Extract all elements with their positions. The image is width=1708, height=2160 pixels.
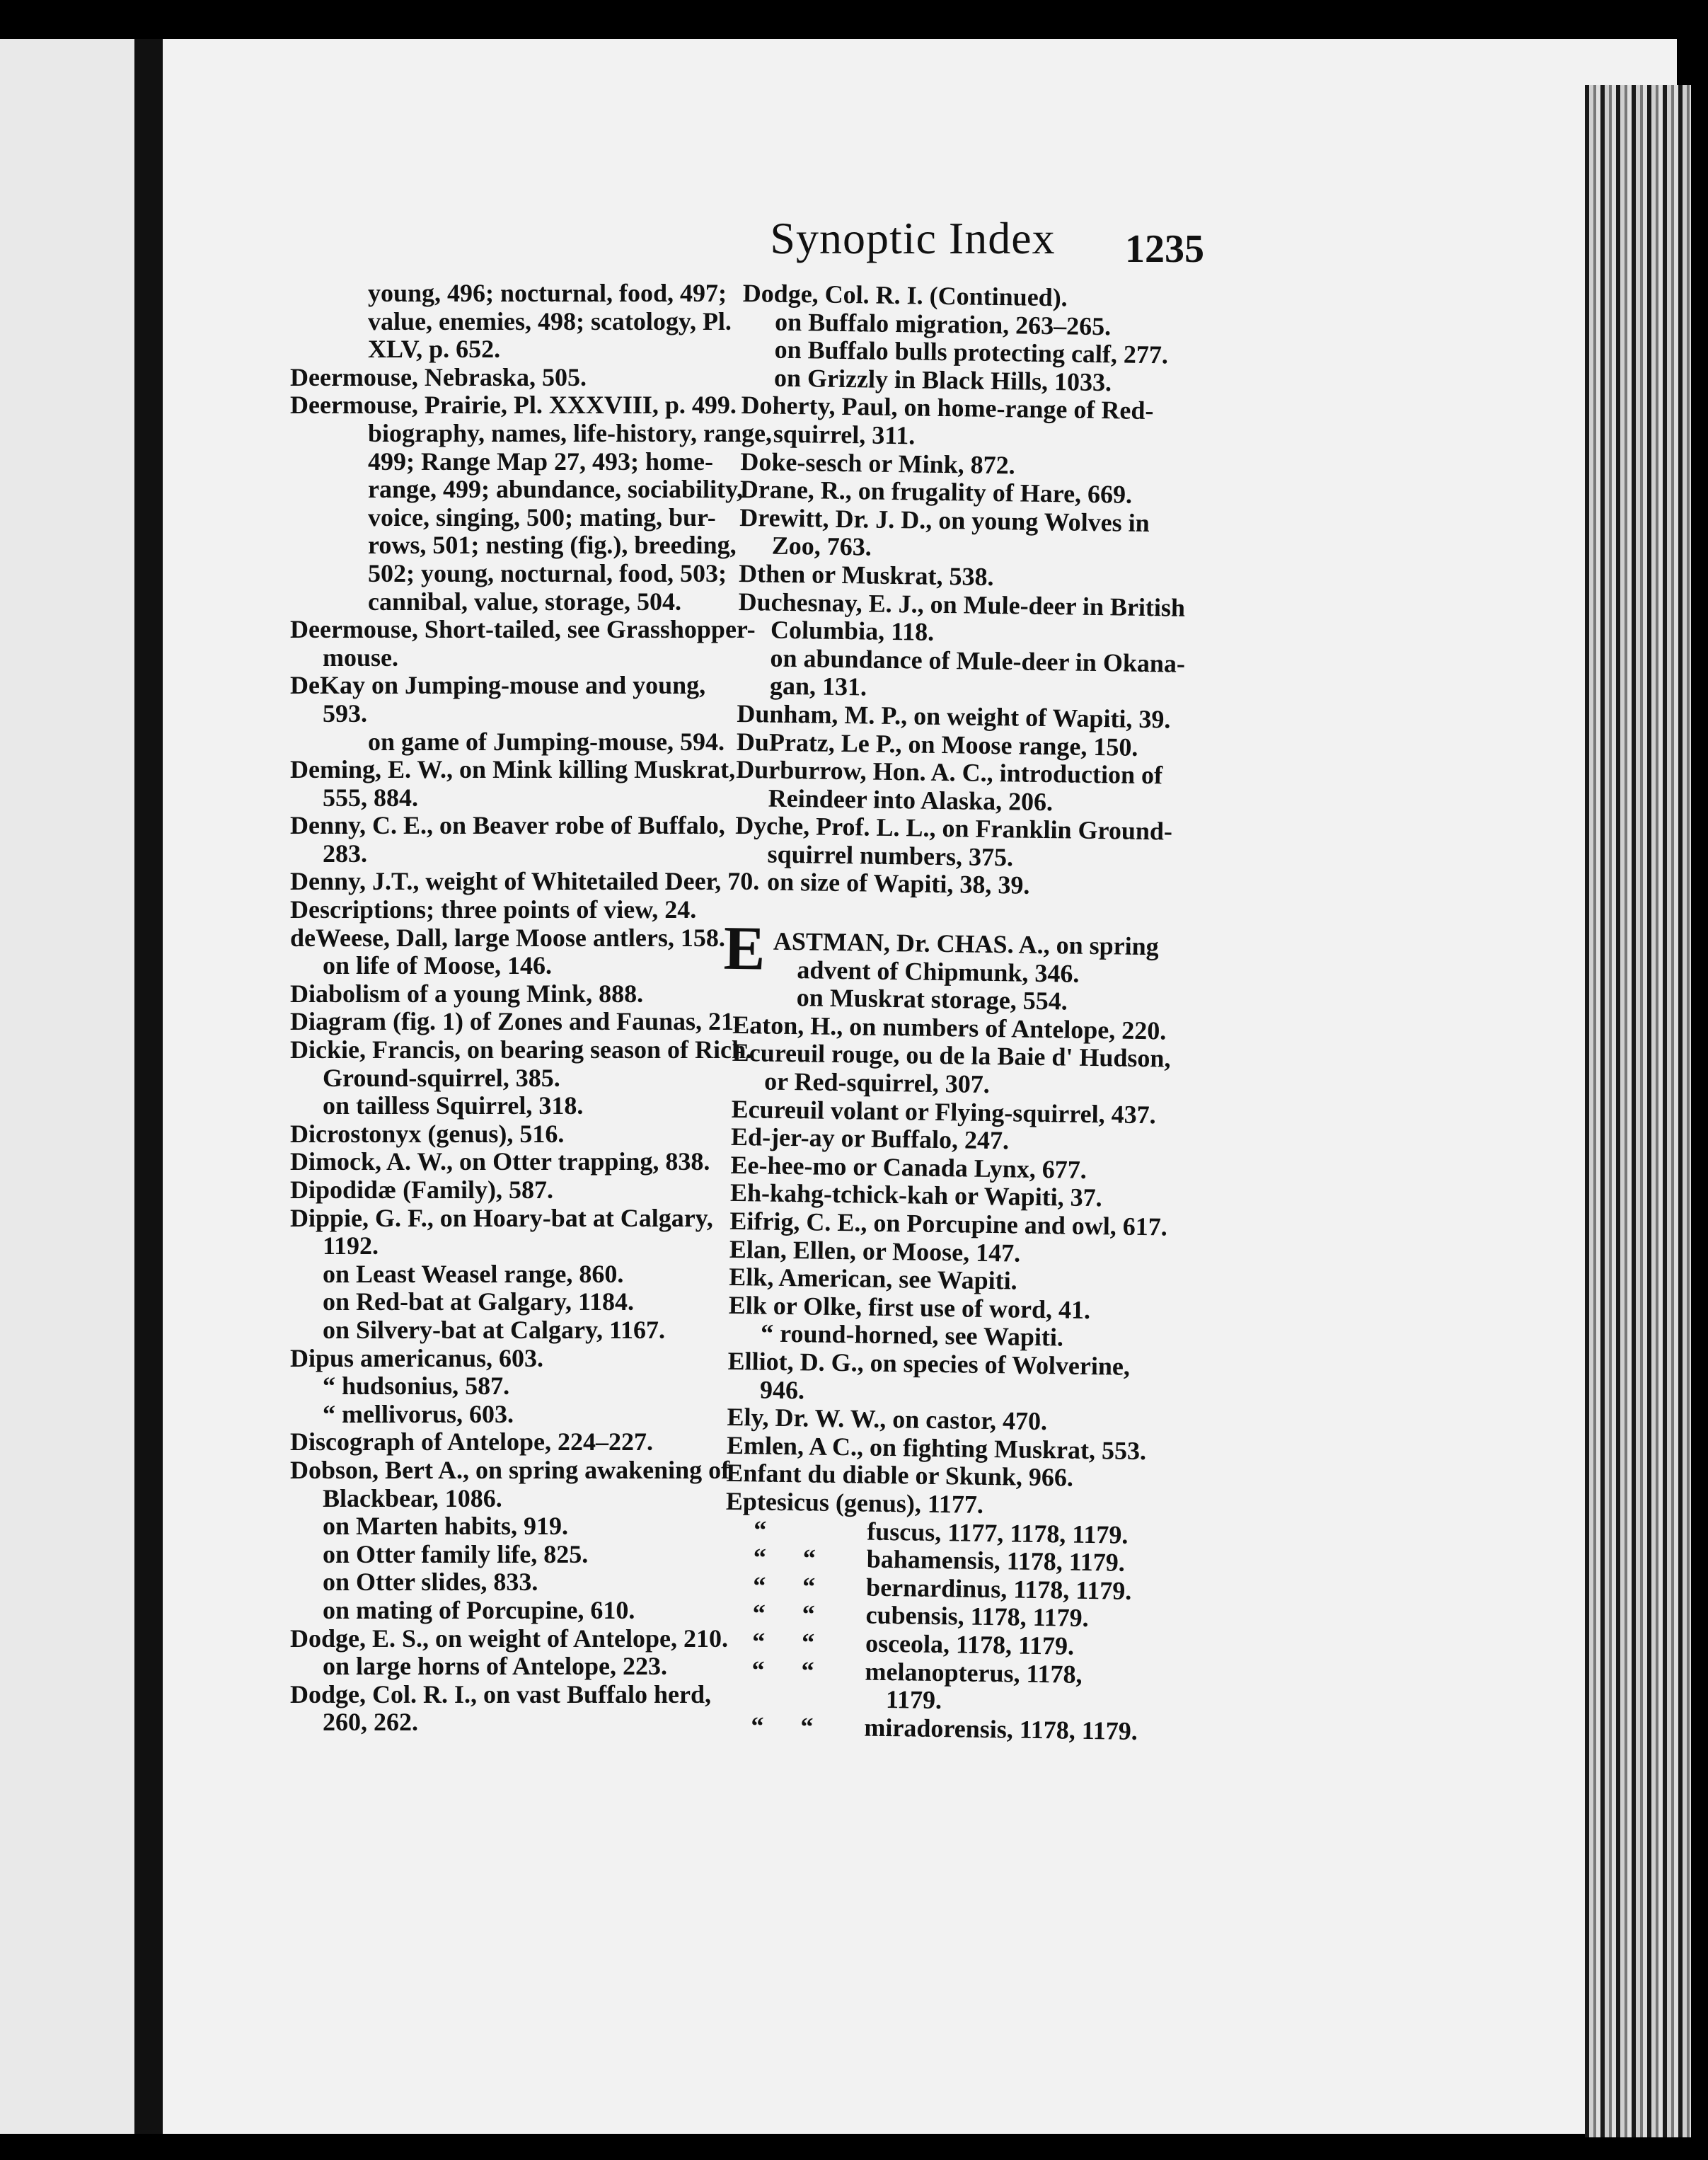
index-subentry-text: fuscus, 1177, 1178, 1179. [867,1517,1129,1549]
index-entry: Elk, American, see Wapiti. [729,1263,1017,1295]
ditto-mark: “ [801,1655,814,1685]
index-entry: on Otter slides, 833. [323,1568,538,1597]
index-entry: biography, names, life-history, range, [368,418,773,447]
indent-spacer [725,1544,754,1572]
index-entry: 946. [759,1375,805,1404]
index-entry: Durburrow, Hon. A. C., introduction of [736,755,1163,790]
ditto-mark: “ [753,1543,767,1572]
index-entry: squirrel, 311. [773,419,916,450]
index-entry: Dyche, Prof. L. L., on Franklin Ground- [734,811,1173,846]
ditto-mark: “ [754,1515,767,1544]
index-entry: or Red-squirrel, 307. [763,1067,991,1099]
index-subentry-text: bernardinus, 1178, 1179. [865,1573,1132,1605]
index-entry: Deermouse, Prairie, Pl. XXXVIII, p. 499. [290,391,737,420]
index-subentry-text: melanopterus, 1178, [865,1657,1083,1689]
index-entry: Ed-jer-ay or Buffalo, 247. [730,1122,1010,1155]
index-entry: Eh-kahg-tchick-kah or Wapiti, 37. [729,1178,1102,1212]
page-number: 1235 [1125,227,1204,271]
index-entry: Dunham, M. P., on weight of Wapiti, 39. [737,699,1171,734]
ditto-mark: “ [751,1627,766,1656]
index-entry: Duchesnay, E. J., on Mule-deer in British [738,587,1186,622]
index-entry: Diabolism of a young Mink, 888. [290,979,644,1008]
index-entry: on abundance of Mule-deer in Okana- [770,643,1186,678]
index-entry: Enfant du diable or Skunk, 966. [726,1459,1074,1493]
index-entry: 260, 262. [323,1708,418,1737]
page-edges [1585,85,1691,2137]
index-entry: range, 499; abundance, sociability, [368,475,744,504]
ditto-mark: “ [802,1599,815,1628]
index-entry: Ecureuil volant or Flying-squirrel, 437. [731,1094,1156,1129]
index-entry: Dodge, E. S., on weight of Antelope, 210. [290,1624,729,1653]
index-entry: deWeese, Dall, large Moose antlers, 158. [290,923,725,952]
index-entry: Ee-hee-mo or Canada Lynx, 677. [730,1150,1087,1184]
ditto-mark: “ [802,1544,817,1573]
index-entry: on Otter family life, 825. [323,1539,589,1568]
index-entry: Drane, R., on frugality of Hare, 669. [739,475,1133,509]
index-entry: on Silvery-bat at Calgary, 1167. [323,1315,665,1344]
index-entry: 1192. [323,1231,379,1260]
index-entry: Elk or Olke, first use of word, 41. [728,1290,1091,1324]
index-subentry-text: 1179. [885,1685,942,1715]
index-entry: on Least Weasel range, 860. [323,1259,624,1288]
index-entry: Elan, Ellen, or Moose, 147. [729,1234,1021,1268]
index-entry: Dippie, G. F., on Hoary-bat at Calgary, [290,1203,713,1232]
index-entry: Dickie, Francis, on bearing season of Rich. [290,1035,752,1064]
indent-spacer [725,1515,754,1544]
indent-spacer [723,1684,752,1712]
ditto-mark: “ [751,1655,765,1684]
ditto-mark: “ [752,1599,766,1628]
index-entry: Zoo, 763. [771,531,872,561]
index-subentry-text: cubensis, 1178, 1179. [865,1600,1089,1633]
index-entry: Elliot, D. G., on species of Wolverine, [727,1346,1131,1381]
ditto-mark: “ [800,1712,814,1741]
index-entry: on mating of Porcupine, 610. [323,1595,635,1624]
index-entry: Dodge, Col. R. I. (Continued). [742,279,1068,312]
index-entry: advent of Chipmunk, 346. [797,955,1080,988]
index-entry: 499; Range Map 27, 493; home- [368,447,713,476]
index-entry: cannibal, value, storage, 504. [368,587,682,616]
index-entry: Ground-squirrel, 385. [323,1063,560,1092]
ditto-mark [751,1684,802,1713]
index-entry: Denny, C. E., on Beaver robe of Buffalo, [290,811,725,840]
drop-cap: E [723,914,766,984]
index-entry: Emlen, A C., on fighting Muskrat, 553. [726,1430,1147,1465]
index-entry: “ hudsonius, 587. [323,1372,510,1401]
index-entry: Deermouse, Nebraska, 505. [290,362,587,391]
index-entry: Dodge, Col. R. I., on vast Buffalo herd, [290,1679,712,1708]
index-entry: “ mellivorus, 603. [323,1399,514,1428]
ditto-mark: “ [752,1571,766,1600]
index-entry: Dicrostonyx (genus), 516. [290,1119,565,1148]
index-entry: on life of Moose, 146. [323,951,552,980]
index-entry: on Muskrat storage, 554. [796,983,1068,1016]
index-entry: Doherty, Paul, on home-range of Red- [741,391,1154,425]
gutter [134,39,163,2134]
index-entry: Deming, E. W., on Mink killing Muskrat, [290,755,736,784]
index-entry: Dipus americanus, 603. [290,1343,544,1372]
index-entry: Reindeer into Alaska, 206. [768,783,1054,816]
index-entry: young, 496; nocturnal, food, 497; [368,279,727,307]
facing-page [0,39,134,2134]
index-entry: 283. [323,839,367,868]
indent-spacer [724,1599,753,1628]
index-entry: on Grizzly in Black Hills, 1033. [773,363,1112,397]
index-entry: DuPratz, Le P., on Moose range, 150. [736,727,1138,762]
index-entry: gan, 131. [769,671,867,701]
index-entry: squirrel numbers, 375. [767,839,1014,872]
index-entry: DeKay on Jumping-mouse and young, [290,671,706,700]
index-entry: Doke-sesch or Mink, 872. [740,447,1016,479]
index-entry: Denny, J.T., weight of Whitetailed Deer, 70. [290,867,760,896]
ditto-mark: “ [801,1628,815,1657]
index-entry: Columbia, 118. [770,615,935,646]
index-entry: Dthen or Muskrat, 538. [738,558,994,591]
index-column-right [722,280,1210,1746]
index-entry: on Buffalo bulls protecting calf, 277. [774,335,1169,369]
index-entry: Discograph of Antelope, 224–227. [290,1427,653,1457]
indent-spacer [722,1711,751,1740]
index-entry: on Red-bat at Galgary, 1184. [323,1287,635,1316]
indent-spacer [724,1628,753,1656]
indent-spacer [725,1572,754,1600]
index-entry: Dimock, A. W., on Otter trapping, 838. [290,1147,710,1176]
ditto-mark [803,1517,867,1546]
indent-spacer [723,1655,752,1684]
index-entry: 555, 884. [323,783,418,812]
index-entry: Deermouse, Short-tailed, see Grasshopper- [290,615,756,644]
index-entry: “ round-horned, see Wapiti. [760,1319,1064,1352]
index-entry: Eptesicus (genus), 1177. [725,1486,984,1519]
index-subentry-text: bahamensis, 1178, 1179. [866,1544,1126,1577]
index-entry: on size of Wapiti, 38, 39. [766,868,1030,900]
index-entry: 502; young, nocturnal, food, 503; [368,558,727,587]
index-entry: rows, 501; nesting (fig.), breeding, [368,531,737,560]
index-entry: Ely, Dr. W. W., on castor, 470. [727,1403,1048,1436]
index-entry: Blackbear, 1086. [323,1483,502,1512]
index-entry: on Buffalo migration, 263–265. [774,307,1112,340]
running-head: Synoptic Index [770,213,1056,263]
index-entry: on game of Jumping-mouse, 594. [368,727,725,756]
index-entry: XLV, p. 652. [368,335,501,364]
ditto-mark [801,1684,865,1713]
index-entry: value, enemies, 498; scatology, Pl. [368,306,732,335]
ditto-mark: “ [751,1711,764,1740]
index-entry: Drewitt, Dr. J. D., on young Wolves in [739,502,1150,537]
index-entry: mouse. [323,643,398,672]
index-entry: 593. [323,699,367,728]
index-entry: Ecureuil rouge, ou de la Baie d' Hudson, [732,1038,1171,1073]
index-entry: on large horns of Antelope, 223. [323,1652,668,1681]
index-entry: voice, singing, 500; mating, bur- [368,502,716,532]
index-entry: Eifrig, C. E., on Porcupine and owl, 617. [729,1206,1168,1241]
index-subentry-text: osceola, 1178, 1179. [865,1628,1075,1660]
index-subentry-text: miradorensis, 1178, 1179. [864,1713,1138,1745]
index-entry: on Marten habits, 919. [323,1512,569,1541]
index-entry: Diagram (fig. 1) of Zones and Faunas, 21. [290,1007,741,1036]
index-entry-text: ASTMAN, Dr. CHAS. A., on spring [773,926,1159,961]
index-entry: Descriptions; three points of view, 24. [290,895,697,924]
index-column-left [290,279,773,1737]
index-entry: Dobson, Bert A., on spring awakening of [290,1455,730,1484]
index-entry: Dipodidæ (Family), 587. [290,1176,554,1204]
index-entry: on tailless Squirrel, 318. [323,1091,584,1120]
index-entry: Eaton, H., on numbers of Antelope, 220. [732,1010,1167,1045]
ditto-mark: “ [802,1572,816,1601]
